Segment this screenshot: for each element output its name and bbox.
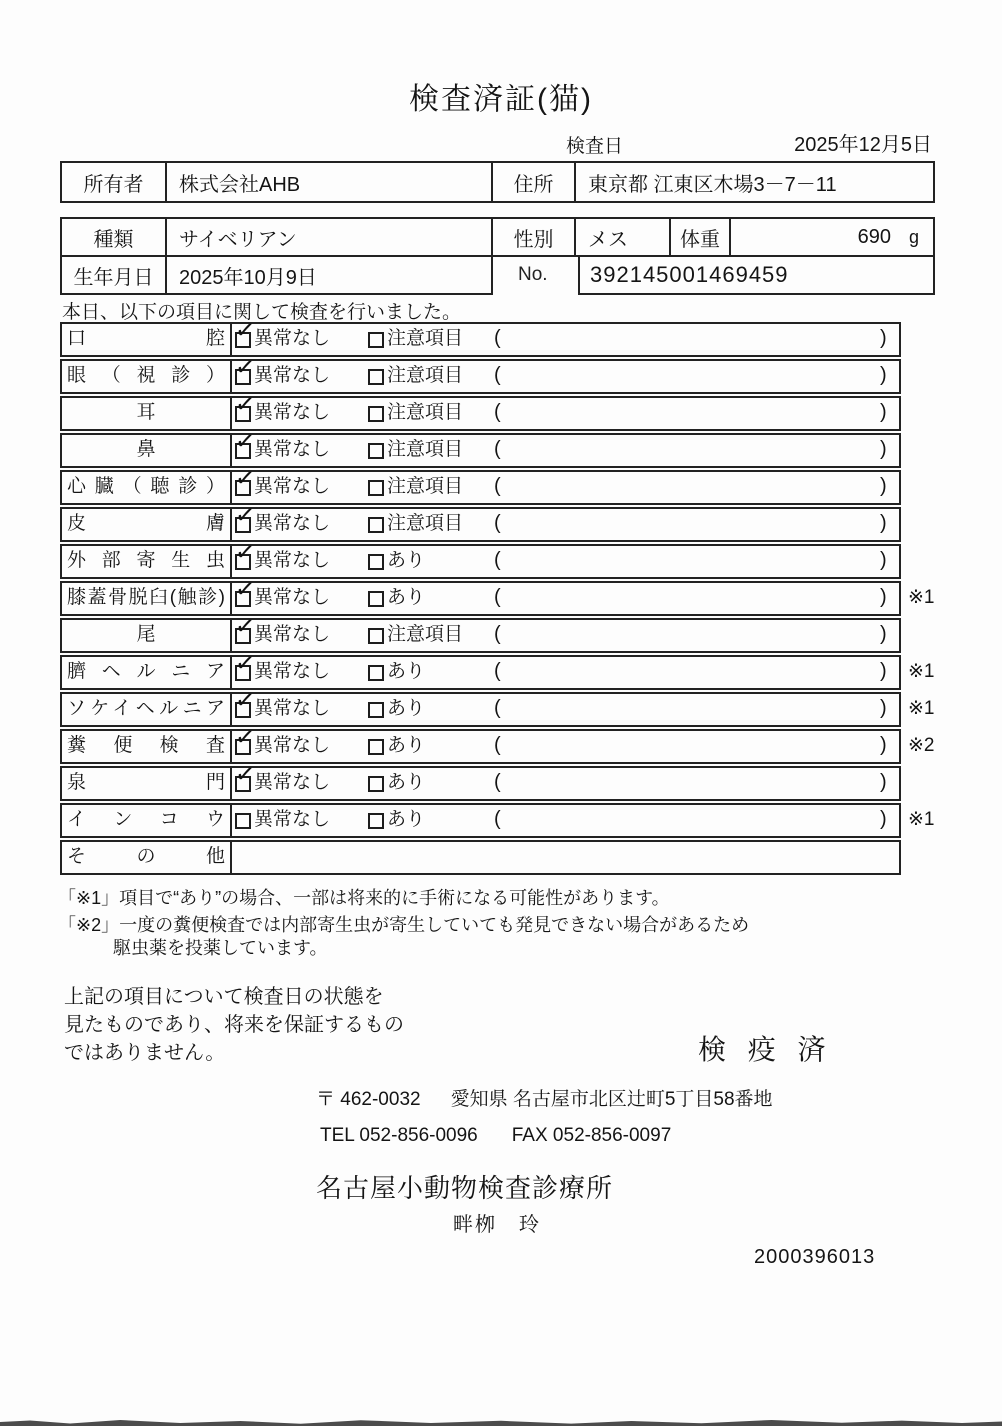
paren-open: ( [494,623,501,645]
checklist-row [60,390,950,431]
pet-table-row2 [60,255,493,295]
paren-close: ) [880,327,887,349]
checkbox-unchecked-icon [235,813,251,829]
check-mark-icon: ✓ [233,501,257,530]
checkbox-unchecked-icon [368,406,384,422]
option2-label: 注意項目 [387,513,464,534]
option1-label: 異常なし [254,772,331,793]
weight-value-cell [729,219,933,255]
option1-label: 異常なし [254,698,331,719]
checkbox-checked-icon [233,760,257,792]
checkbox-unchecked-icon [368,776,384,792]
paren-close: ) [880,512,887,534]
checklist-row [60,427,950,468]
footnote-ref: ※1 [908,661,935,682]
owner-table [60,161,935,203]
paren-close: ) [880,364,887,386]
footnote-2-continuation: 駆虫薬を投薬しています。 [113,938,328,958]
inspection-date-value: 2025年12月5日 [794,134,932,156]
checkbox-unchecked-icon [368,702,384,718]
paren-open: ( [494,808,501,830]
footnote-ref: ※1 [908,587,935,608]
clinic-address-line [316,1084,773,1111]
checklist-row [60,649,950,690]
item-label: 糞便検査 [62,731,232,762]
disclaimer-line: 見たものであり、将来を保証するもの [64,1014,404,1036]
weight-value: 690 [857,225,891,248]
option1-label: 異常なし [254,513,331,534]
option2-label: あり [387,735,426,756]
item-label: 心臓（聴診） [62,472,232,503]
checkbox-unchecked-icon [368,517,384,533]
address-value: 東京都 江東区木場3－7－11 [574,163,933,201]
checkbox-unchecked-icon [368,665,384,681]
page-title: 検査済証(猫) [409,83,593,116]
checkbox-unchecked-icon [368,443,384,459]
item-label: その他 [62,842,232,873]
option1-label: 異常なし [254,365,331,386]
microchip-no-label: No. [518,264,548,285]
checkbox-checked-icon [233,464,257,496]
option2-label: あり [387,809,426,830]
option1-label: 異常なし [254,809,331,830]
checklist-row [60,803,950,838]
breed-label: 種類 [93,228,134,251]
item-label: 泉門 [62,768,232,799]
paren-open: ( [494,586,501,608]
option1-label: 異常なし [254,476,331,497]
item-label: 皮膚 [62,509,232,540]
checklist-row [60,686,950,727]
footnote-2: 「※2」一度の糞便検査では内部寄生虫が寄生していても発見できない場合があるため [58,915,750,935]
checklist-row [60,464,950,505]
paren-close: ) [880,401,887,423]
checklist-row [60,501,950,542]
check-mark-icon: ✓ [233,723,257,752]
checkbox-checked-icon [233,538,257,570]
check-mark-icon: ✓ [233,464,257,493]
option1-label: 異常なし [254,735,331,756]
option2-label: 注意項目 [387,476,464,497]
check-mark-icon: ✓ [233,612,257,641]
check-mark-icon: ✓ [233,575,257,604]
serial-number: 2000396013 [754,1246,876,1268]
item-label: 眼（視診） [62,361,232,392]
option2-label: あり [387,550,426,571]
checkbox-unchecked-icon [368,628,384,644]
pet-table-row1 [60,217,935,257]
address-label: 住所 [491,163,574,201]
paren-close: ) [880,734,887,756]
item-label: 鼻 [62,435,232,466]
paren-close: ) [880,808,887,830]
checkbox-checked-icon [233,649,257,681]
checkbox-checked-icon [233,427,257,459]
sex-label: 性別 [491,219,574,255]
option1-label: 異常なし [254,439,331,460]
owner-label: 所有者 [83,173,144,196]
checklist-row [60,353,950,394]
intro-sentence: 本日、以下の項目に関して検査を行いました。 [62,302,462,323]
footnote-ref: ※1 [908,809,935,830]
checklist-row [60,723,950,764]
paren-open: ( [494,327,501,349]
owner-value: 株式会社AHB [165,163,491,201]
option2-label: あり [387,772,426,793]
footnote-ref: ※1 [908,698,935,719]
paren-open: ( [494,734,501,756]
check-mark-icon: ✓ [233,686,257,715]
option1-label: 異常なし [254,328,331,349]
paren-close: ) [880,549,887,571]
checklist-row [60,840,950,875]
option2-label: 注意項目 [387,402,464,423]
checkbox-checked-icon [233,390,257,422]
checkbox-unchecked-icon [368,332,384,348]
paren-open: ( [494,697,501,719]
disclaimer-line: 上記の項目について検査日の状態を [64,986,384,1008]
item-label: 外部寄生虫 [62,546,232,577]
checkbox-checked-icon [233,501,257,533]
option2-label: 注意項目 [387,439,464,460]
option2-label: 注意項目 [387,365,464,386]
weight-label: 体重 [669,219,729,255]
footnote-ref: ※2 [908,735,935,756]
paren-close: ) [880,475,887,497]
quarantine-stamp: 検 疫 済 [698,1034,833,1065]
disclaimer-text [64,983,404,1067]
checklist-row [60,575,950,616]
paren-close: ) [880,660,887,682]
option2-label: あり [387,661,426,682]
scan-artifact-band [0,1416,1002,1426]
item-label: 膝蓋骨脱臼(触診) [62,583,232,614]
check-mark-icon: ✓ [233,353,257,382]
checklist-row [60,538,950,579]
checkbox-unchecked-icon [368,554,384,570]
checkbox-checked-icon [233,612,257,644]
clinic-address: 愛知県 名古屋市北区辻町5丁目58番地 [450,1089,773,1110]
paren-close: ) [880,771,887,793]
checklist-row [60,612,950,653]
item-label: 口腔 [62,324,232,355]
veterinarian-name: 畔栁 玲 [453,1214,541,1236]
paren-close: ) [880,697,887,719]
option2-label: 注意項目 [387,328,464,349]
check-mark-icon: ✓ [233,427,257,456]
paren-close: ) [880,623,887,645]
postal-code: 〒 462-0032 [316,1089,421,1110]
checkbox-unchecked-icon [368,739,384,755]
option1-label: 異常なし [254,402,331,423]
clinic-tel: TEL 052-856-0096 [320,1125,478,1146]
paren-close: ) [880,438,887,460]
footnote-1: 「※1」項目で“あり”の場合、一部は将来的に手術になる可能性があります。 [58,888,670,908]
checkbox-checked-icon [233,353,257,385]
breed-value: サイベリアン [165,219,491,255]
check-mark-icon: ✓ [233,316,257,345]
checkbox-unchecked-icon [368,369,384,385]
clinic-name: 名古屋小動物検査診療所 [316,1173,614,1203]
birthdate-value: 2025年10月9日 [165,257,491,293]
checkbox-checked-icon [233,723,257,755]
checkbox-unchecked-icon [368,591,384,607]
option1-label: 異常なし [254,587,331,608]
microchip-no-value: 392145001469459 [578,255,935,295]
option1-label: 異常なし [254,661,331,682]
paren-open: ( [494,660,501,682]
paren-open: ( [494,771,501,793]
item-label: 耳 [62,398,232,429]
option2-label: 注意項目 [387,624,464,645]
item-label: 臍ヘルニア [62,657,232,688]
check-mark-icon: ✓ [233,390,257,419]
sex-value: メス [574,219,669,255]
checkbox-checked-icon [233,686,257,718]
paren-open: ( [494,401,501,423]
option2-label: あり [387,587,426,608]
item-label: 尾 [62,620,232,651]
weight-unit: g [908,226,919,247]
clinic-fax: FAX 052-856-0097 [511,1125,672,1146]
check-mark-icon: ✓ [233,538,257,567]
disclaimer-line: ではありません。 [64,1042,226,1064]
option1-label: 異常なし [254,624,331,645]
checkbox-checked-icon [233,575,257,607]
paren-open: ( [494,549,501,571]
clinic-phone-line [320,1125,671,1147]
checklist-row [60,316,950,357]
item-label: ソケイヘルニア [62,694,232,725]
birthdate-label: 生年月日 [73,266,154,289]
check-mark-icon: ✓ [233,649,257,678]
check-mark-icon: ✓ [233,760,257,789]
paren-open: ( [494,438,501,460]
inspection-date-label: 検査日 [566,136,624,157]
paren-open: ( [494,512,501,534]
checkbox-checked-icon [233,316,257,348]
checkbox-unchecked-icon [368,813,384,829]
option2-label: あり [387,698,426,719]
paren-open: ( [494,475,501,497]
paren-close: ) [880,586,887,608]
paren-open: ( [494,364,501,386]
checkbox-unchecked-icon [368,480,384,496]
checklist-row [60,760,950,801]
option1-label: 異常なし [254,550,331,571]
item-label: インコウ [62,805,232,836]
